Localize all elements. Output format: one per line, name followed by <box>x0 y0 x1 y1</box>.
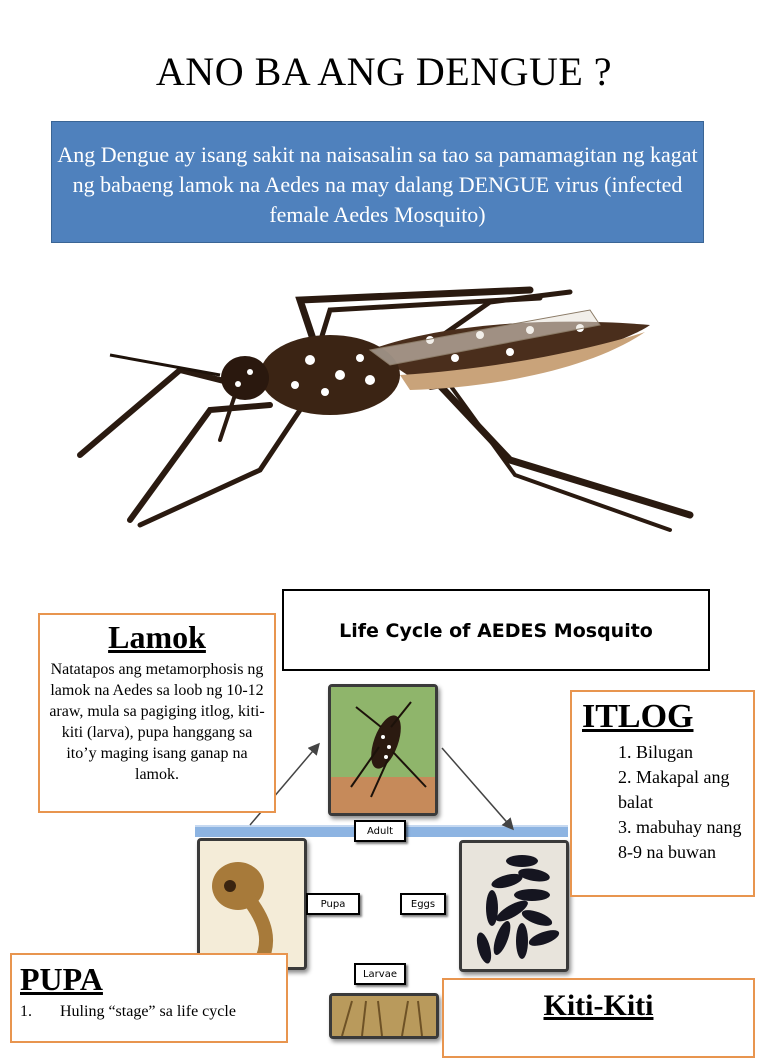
itlog-heading: ITLOG <box>582 698 694 735</box>
list-item: 3. mabuhay nang 8-9 na buwan <box>618 817 742 862</box>
kitikiti-heading: Kiti-Kiti <box>543 989 654 1022</box>
list-item: 2. Makapal ang balat <box>618 767 730 812</box>
lamok-heading: Lamok <box>108 619 206 655</box>
adult-mosquito-photo <box>328 684 438 816</box>
list-item: 1. Bilugan <box>618 742 693 762</box>
pupa-heading: PUPA <box>20 961 103 997</box>
itlog-list <box>578 740 747 865</box>
stage-label-eggs: Eggs <box>400 893 446 915</box>
definition-text: Ang Dengue ay isang sakit na naisasalin sa tao sa pamamagitan ng kagat ng babaeng lamok na Aedes na may dalang DENGUE virus (infected female Aedes Mosquito) <box>57 142 698 227</box>
lifecycle-title: Life Cycle of AEDES Mosquito <box>282 589 710 671</box>
mosquito-illustration <box>70 280 710 540</box>
lamok-callout <box>38 613 276 813</box>
arrow-adult-to-eggs <box>442 748 512 828</box>
pupa-callout <box>10 953 288 1043</box>
stage-label-pupa: Pupa <box>306 893 360 915</box>
larvae-photo <box>329 993 439 1039</box>
list-item <box>20 1003 278 1021</box>
lamok-body: Natatapos ang metamorphosis ng lamok na Aedes sa loob ng 10-12 araw, mula sa pagiging itlog, kiti-kiti (larva), pupa hanggang sa ito’y maging isang ganap na lamok. <box>49 661 265 783</box>
definition-box <box>51 121 704 243</box>
eggs-photo <box>459 840 569 972</box>
stage-label-larvae: Larvae <box>354 963 406 985</box>
kitikiti-callout <box>442 978 755 1058</box>
itlog-callout <box>570 690 755 897</box>
list-item-number: 1. <box>20 1003 32 1020</box>
stage-label-adult: Adult <box>354 820 406 842</box>
page-title: ANO BA ANG DENGUE ? <box>155 49 613 94</box>
pupa-photo <box>197 838 307 970</box>
list-item-text: Huling “stage” sa life cycle <box>60 1003 236 1020</box>
